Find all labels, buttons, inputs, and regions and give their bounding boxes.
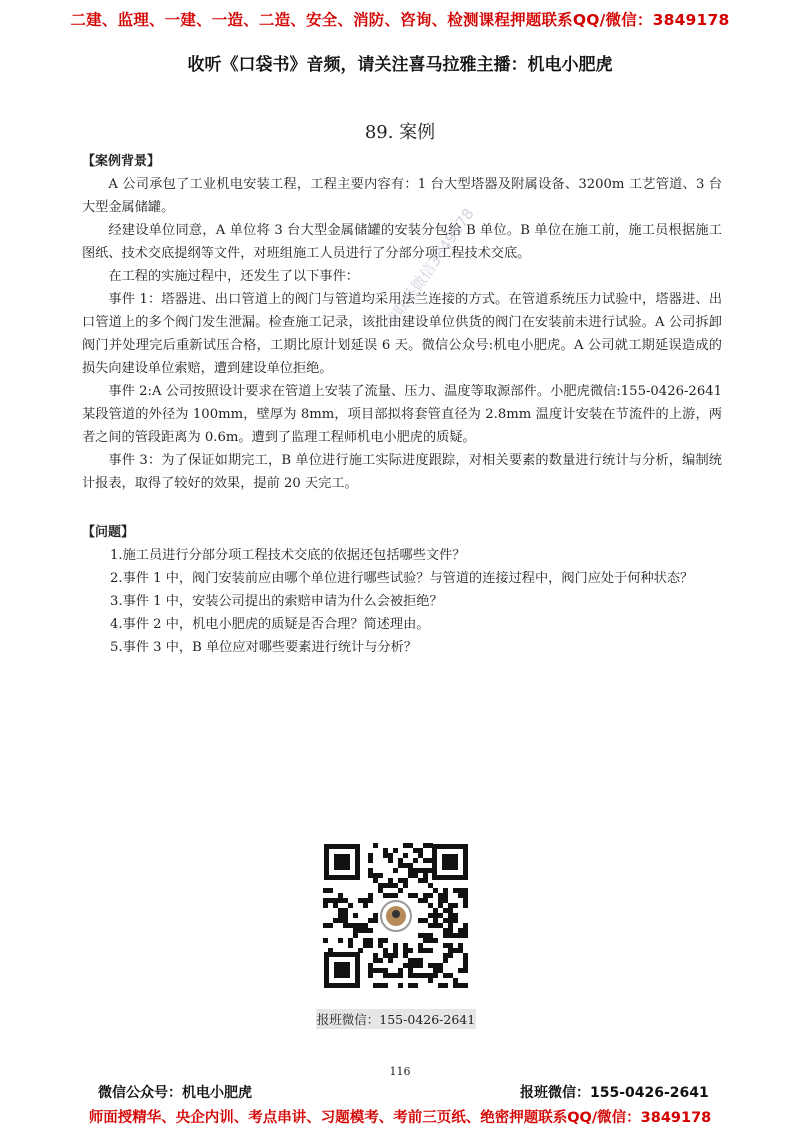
background-paragraph: 经建设单位同意，A 单位将 3 台大型金属储罐的安装分包给 B 单位。B 单位在施工前，施工员根据施工图纸、技术交底提纲等文件，对班组施工人员进行了分部分项工程技术交底。 xyxy=(82,223,722,261)
audio-promo-subtitle: 收听《口袋书》音频，请关注喜马拉雅主播：机电小肥虎 xyxy=(187,55,613,75)
question-item: 3.事件 1 中，安装公司提出的索赔申请为什么会被拒绝？ xyxy=(110,594,443,609)
footer-wechat-account: 微信公众号：机电小肥虎 xyxy=(98,1085,252,1101)
qr-code-image xyxy=(318,838,474,1010)
event-3-paragraph: 事件 3：为了保证如期完工，B 单位进行施工实际进度跟踪，对相关要素的数量进行统计与分析，编制统计报表，取得了较好的效果，提前 20 天完工。 xyxy=(82,453,722,491)
qr-code-icon xyxy=(318,838,474,994)
questions-heading: 【问题】 xyxy=(82,525,135,540)
footer-contact: 报班微信：155-0426-2641 xyxy=(520,1085,709,1101)
qr-caption: 报班微信：155-0426-2641 xyxy=(316,1009,476,1029)
page-number: 116 xyxy=(389,1065,411,1078)
page-title: 89. 案例 xyxy=(364,122,436,143)
event-1-paragraph: 事件 1：塔器进、出口管道上的阀门与管道均采用法兰连接的方式。在管道系统压力试验中，塔器进、出口管道上的多个阀门发生泄漏。检查施工记录，该批由建设单位供货的阀门在安装前未进行试验。A 公司拆卸阀门并处理完后重新试压合格，工期比原计划延误 6 天。微信公众号:机电小肥虎。A 公司就工期延误造成的损失向建设单位索赔，遭到建设单位拒绝。 xyxy=(82,292,722,376)
question-item: 5.事件 3 中，B 单位应对哪些要素进行统计与分析？ xyxy=(110,640,417,655)
question-item: 2.事件 1 中，阀门安装前应由哪个单位进行哪些试验？与管道的连接过程中，阀门应处于何种状态？ xyxy=(110,571,694,586)
question-item: 1.施工员进行分部分项工程技术交底的依据还包括哪些文件？ xyxy=(110,548,466,563)
bottom-promo-banner: 师面授精华、央企内训、考点串讲、习题模考、考前三页纸、绝密押题联系QQ/微信：3849178 xyxy=(88,1110,712,1126)
event-2-paragraph: 事件 2:A 公司按照设计要求在管道上安装了流量、压力、温度等取源部件。小肥虎微信:155-0426-2641某段管道的外径为 100mm，壁厚为 8mm，项目部拟将套管直径为 2.8mm 温度计安装在节流件的上游，两者之间的管段距离为 0.6m。遭到了监理工程师机电小肥虎的质疑。 xyxy=(82,384,722,445)
background-paragraph: 在工程的实施过程中，还发生了以下事件： xyxy=(108,269,359,284)
case-content xyxy=(82,150,722,659)
diagonal-watermark: 请联系微信3849178 xyxy=(381,204,478,332)
question-item: 4.事件 2 中，机电小肥虎的质疑是否合理？简述理由。 xyxy=(110,617,430,632)
background-heading: 【案例背景】 xyxy=(82,154,161,169)
top-promo-banner: 二建、监理、一建、一造、二造、安全、消防、咨询、检测课程押题联系QQ/微信：3849178 xyxy=(70,11,730,29)
background-paragraph: A 公司承包了工业机电安装工程，工程主要内容有：1 台大型塔器及附属设备、3200m 工艺管道、3 台大型金属储罐。 xyxy=(82,177,722,215)
